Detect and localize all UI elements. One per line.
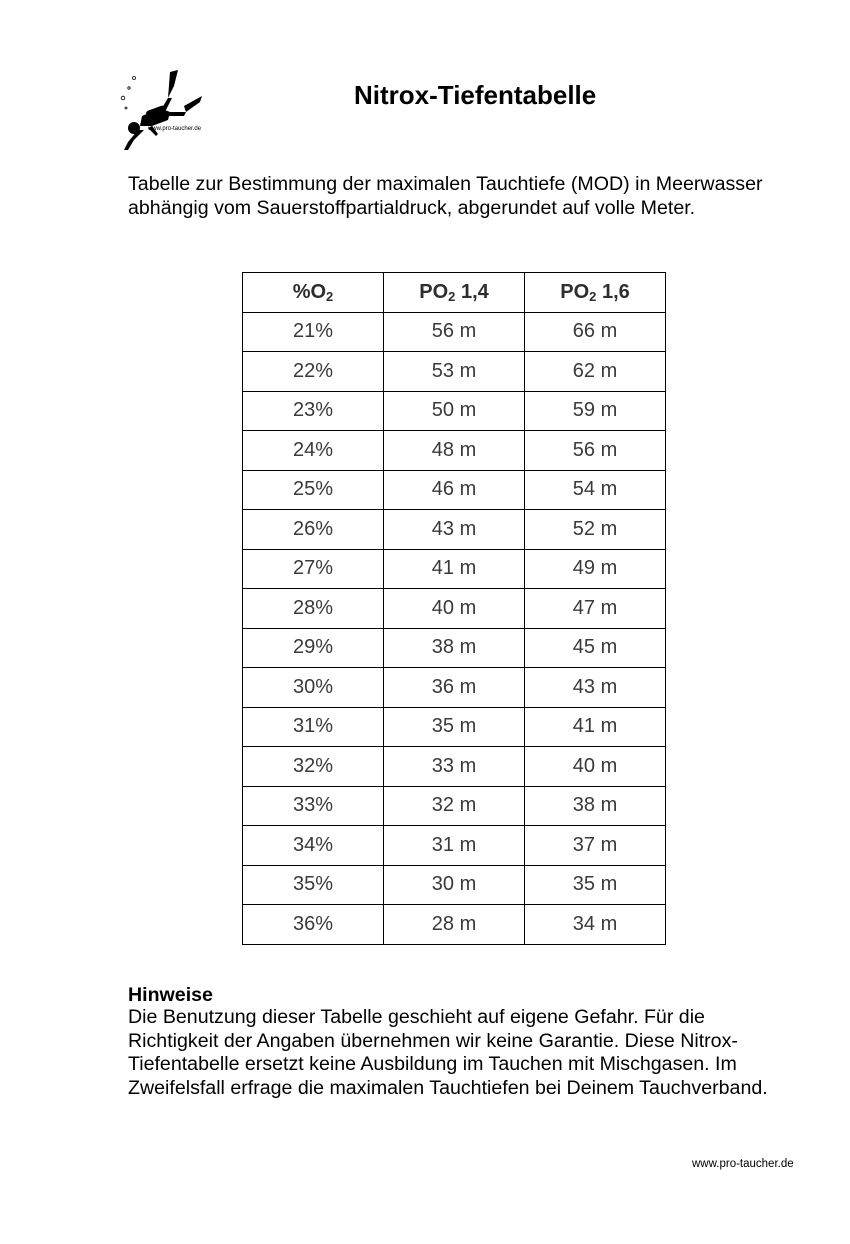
table-header-cell xyxy=(384,273,525,313)
table-cell: 37 m xyxy=(525,826,666,866)
table-row xyxy=(243,549,666,589)
table-cell: 43 m xyxy=(525,668,666,708)
table-row xyxy=(243,470,666,510)
table-row xyxy=(243,668,666,708)
table-cell: 33% xyxy=(243,786,384,826)
table-cell: 46 m xyxy=(384,470,525,510)
table-cell: 28 m xyxy=(384,905,525,945)
table-row xyxy=(243,747,666,787)
notes-text: Die Benutzung dieser Tabelle geschieht auf eigene Gefahr. Für die Richtigkeit der Angaben übernehmen wir keine Garantie. Diese Nitrox-Tiefentabelle ersetzt keine Ausbildung im Tauchen mit Mischgasen. Im Zweifelsfall erfrage die maximalen Tauchtiefen bei Deinem Tauchverband. xyxy=(128,1006,768,1099)
table-cell: 38 m xyxy=(384,628,525,668)
table-cell: 25% xyxy=(243,470,384,510)
table-cell: 50 m xyxy=(384,391,525,431)
table-cell: 35% xyxy=(243,865,384,905)
table-cell: 35 m xyxy=(384,707,525,747)
header-subscript: 2 xyxy=(326,288,334,304)
header-suffix: 1,6 xyxy=(596,280,630,303)
table-row xyxy=(243,312,666,352)
mod-table xyxy=(242,272,666,945)
table-cell: 29% xyxy=(243,628,384,668)
table-cell: 31% xyxy=(243,707,384,747)
table-cell: 34 m xyxy=(525,905,666,945)
table-cell: 47 m xyxy=(525,589,666,629)
table-row xyxy=(243,628,666,668)
header-text: PO xyxy=(560,280,590,303)
table-cell: 33 m xyxy=(384,747,525,787)
header-text: PO xyxy=(419,280,449,303)
header-suffix: 1,4 xyxy=(455,280,489,303)
table-cell: 30% xyxy=(243,668,384,708)
table-cell: 32 m xyxy=(384,786,525,826)
table-cell: 31 m xyxy=(384,826,525,866)
table-cell: 30 m xyxy=(384,865,525,905)
table-cell: 56 m xyxy=(525,431,666,471)
table-row xyxy=(243,352,666,392)
table-cell: 45 m xyxy=(525,628,666,668)
table-row xyxy=(243,826,666,866)
table-row xyxy=(243,707,666,747)
intro-paragraph: Tabelle zur Bestimmung der maximalen Tauchtiefe (MOD) in Meerwasser abhängig vom Sauerstoffpartialdruck, abgerundet auf volle Meter. xyxy=(128,173,763,219)
table-cell: 23% xyxy=(243,391,384,431)
table-cell: 52 m xyxy=(525,510,666,550)
notes-heading: Hinweise xyxy=(128,984,213,1006)
table-cell: 21% xyxy=(243,312,384,352)
logo-url: www.pro-taucher.de xyxy=(148,126,202,132)
table-cell: 40 m xyxy=(384,589,525,629)
table-cell: 32% xyxy=(243,747,384,787)
table-cell: 40 m xyxy=(525,747,666,787)
table-cell: 66 m xyxy=(525,312,666,352)
table-cell: 41 m xyxy=(525,707,666,747)
table-cell: 36 m xyxy=(384,668,525,708)
table-header-row xyxy=(243,273,666,313)
table-header-cell xyxy=(525,273,666,313)
table-cell: 59 m xyxy=(525,391,666,431)
table-cell: 48 m xyxy=(384,431,525,471)
header-text: %O xyxy=(292,280,327,303)
table-cell: 62 m xyxy=(525,352,666,392)
table-row xyxy=(243,391,666,431)
table-cell: 53 m xyxy=(384,352,525,392)
table-cell: 56 m xyxy=(384,312,525,352)
table-cell: 24% xyxy=(243,431,384,471)
header-subscript: 2 xyxy=(448,288,456,304)
page-title: Nitrox-Tiefentabelle xyxy=(354,80,597,110)
table-cell: 26% xyxy=(243,510,384,550)
table-row xyxy=(243,786,666,826)
table-cell: 27% xyxy=(243,549,384,589)
diver-icon xyxy=(112,68,212,153)
header-subscript: 2 xyxy=(589,288,597,304)
table-cell: 22% xyxy=(243,352,384,392)
table-cell: 34% xyxy=(243,826,384,866)
table-cell: 38 m xyxy=(525,786,666,826)
table-row xyxy=(243,431,666,471)
table-row xyxy=(243,589,666,629)
footer-url: www.pro-taucher.de xyxy=(692,1158,794,1170)
table-header-cell xyxy=(243,273,384,313)
table-cell: 54 m xyxy=(525,470,666,510)
table-cell: 41 m xyxy=(384,549,525,589)
table-cell: 35 m xyxy=(525,865,666,905)
table-cell: 36% xyxy=(243,905,384,945)
table-row xyxy=(243,510,666,550)
table-cell: 28% xyxy=(243,589,384,629)
table-cell: 49 m xyxy=(525,549,666,589)
table-row xyxy=(243,905,666,945)
table-row xyxy=(243,865,666,905)
table-body xyxy=(243,312,666,944)
table-cell: 43 m xyxy=(384,510,525,550)
